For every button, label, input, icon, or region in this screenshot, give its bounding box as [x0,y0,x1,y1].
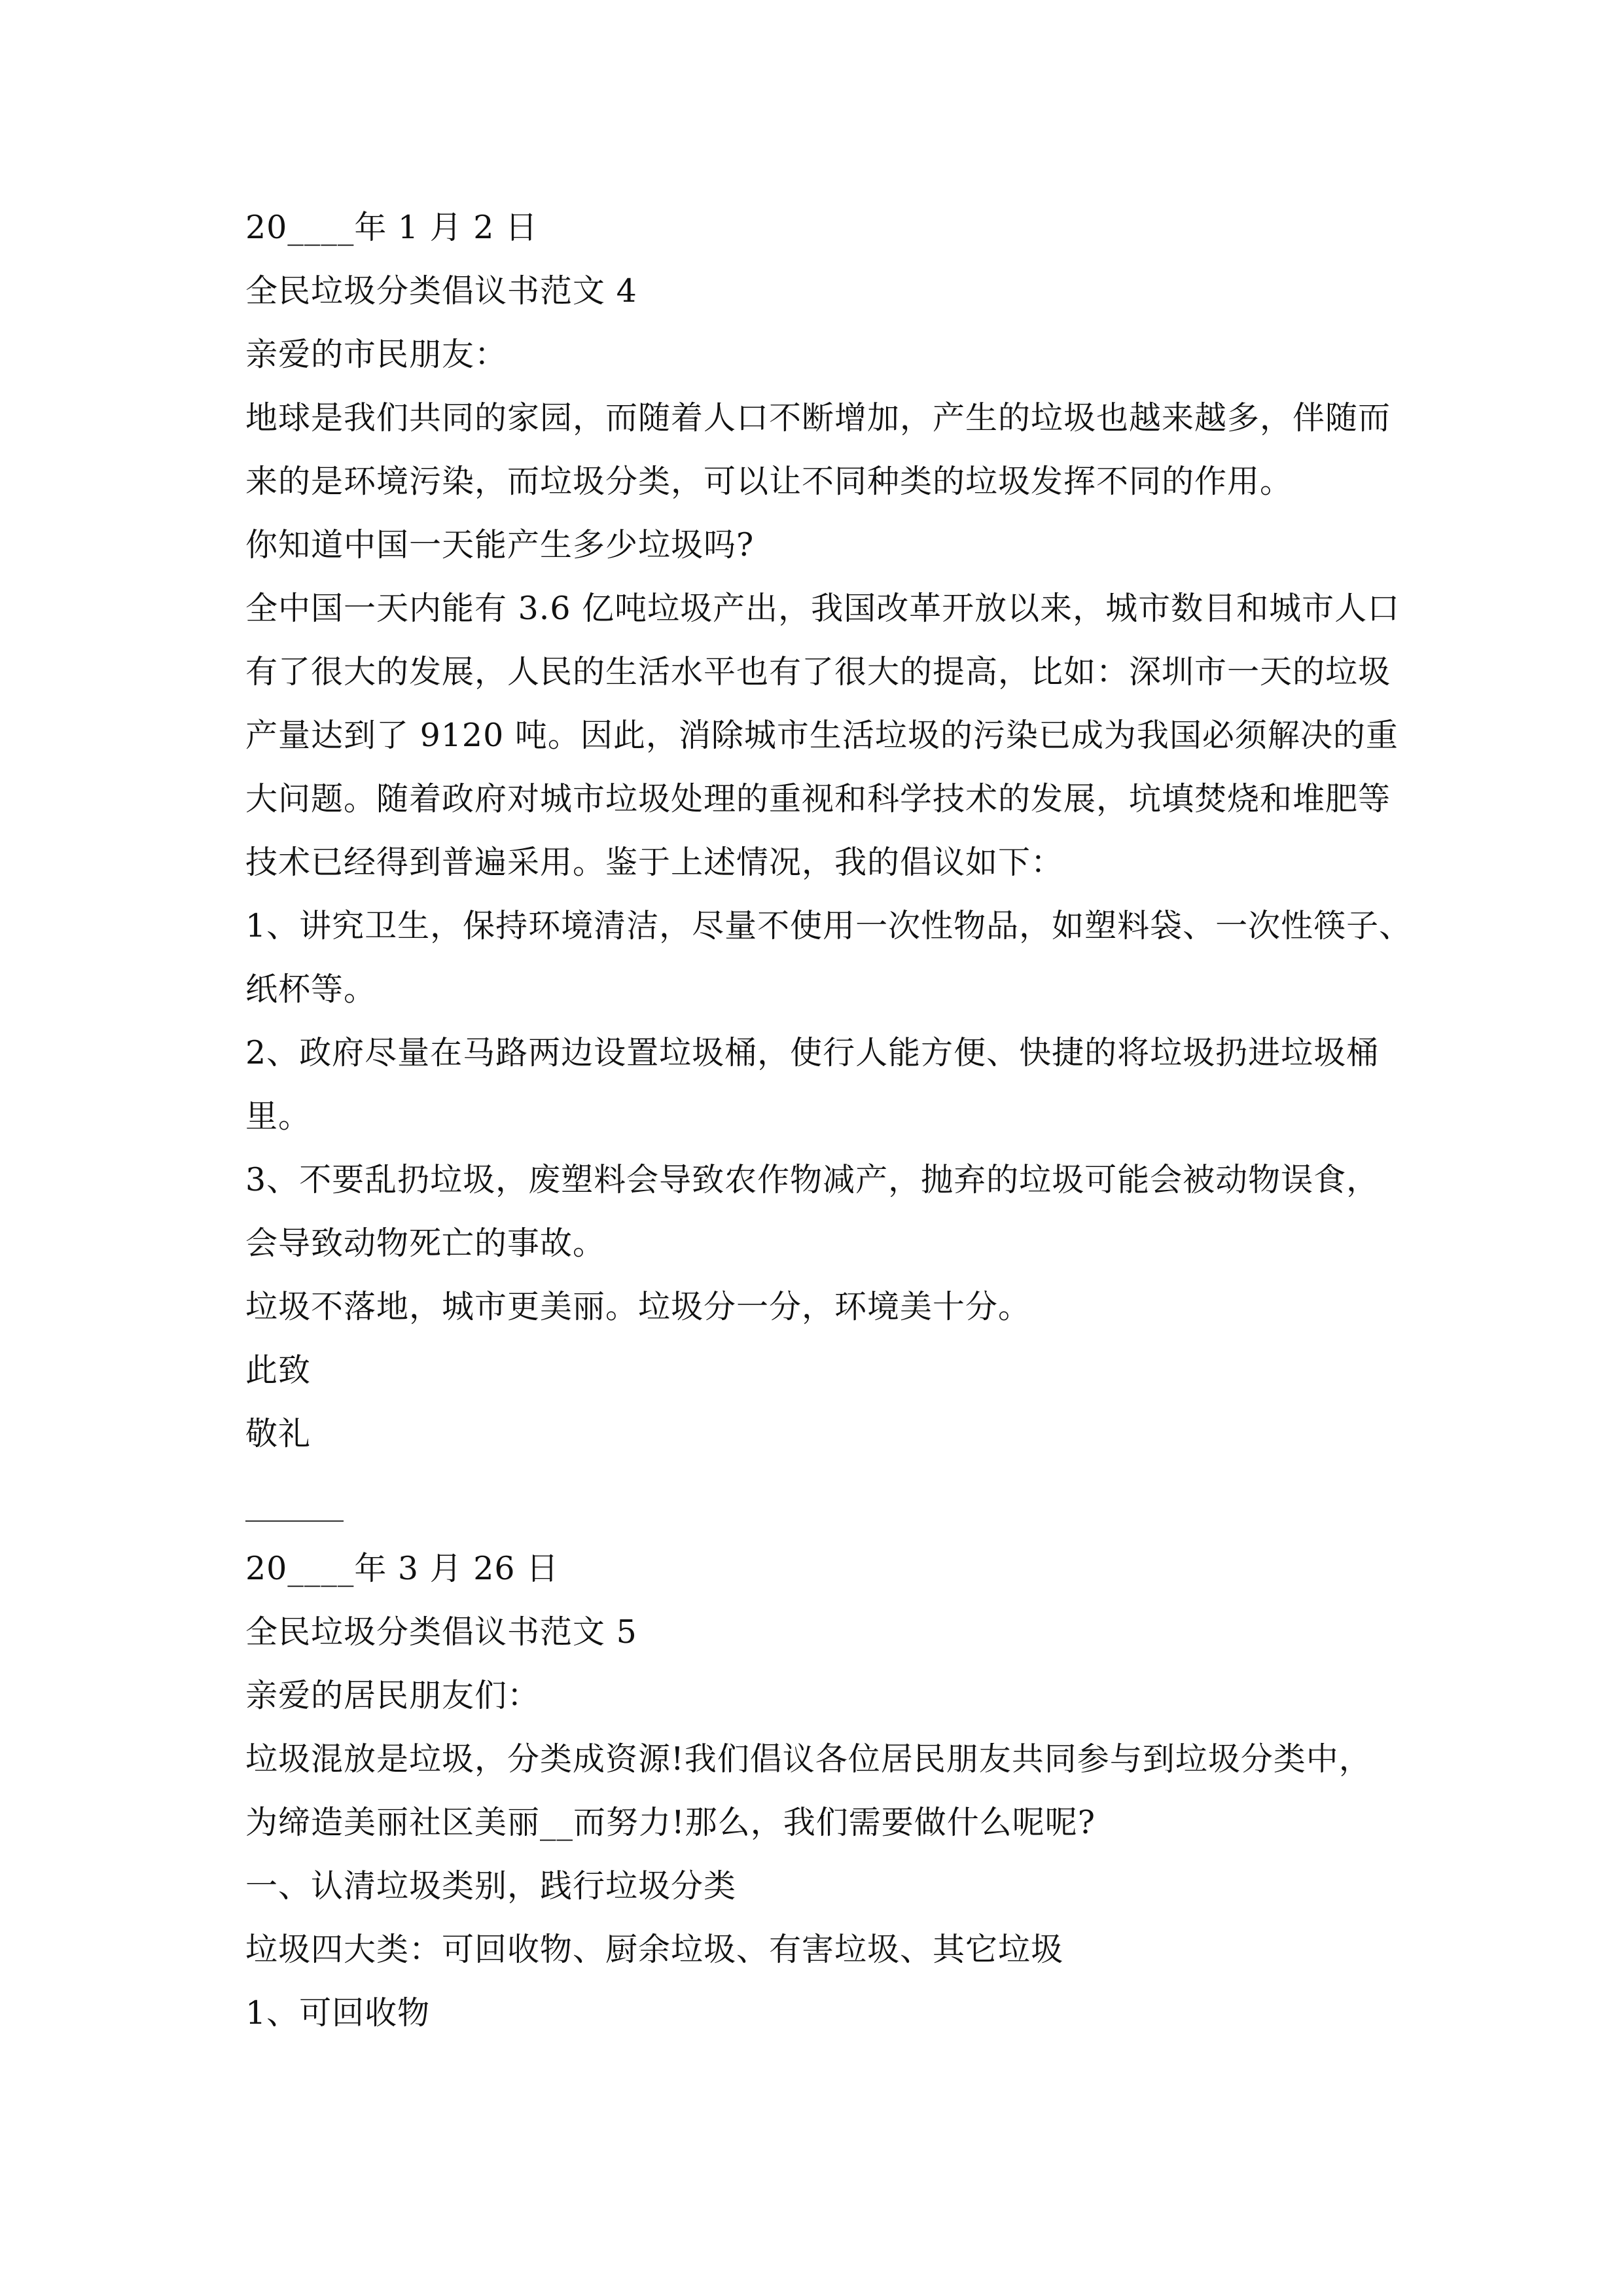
letter4-item3-line2: 会导致动物死亡的事故。 [245,1225,606,1262]
letter4-item2-line2: 里。 [245,1098,312,1135]
letter4-closing-2: 敬礼 [245,1415,312,1452]
letter4-item1-line1: 1、讲究卫生，保持环境清洁，尽量不使用一次性物品，如塑料袋、一次性筷子、 [245,907,1412,944]
letter4-title: 全民垃圾分类倡议书范文 4 [245,272,637,310]
letter4-item2-line1: 2、政府尽量在马路两边设置垃圾桶，使行人能方便、快捷的将垃圾扔进垃圾桶 [245,1034,1380,1071]
letter4-closing-1: 此致 [245,1352,312,1389]
letter5-categories: 垃圾四大类：可回收物、厨余垃圾、有害垃圾、其它垃圾 [245,1931,1064,1968]
letter4-para2-line4: 大问题。随着政府对城市垃圾处理的重视和科学技术的发展，坑填焚烧和堆肥等 [245,780,1391,817]
letter4-item1-line2: 纸杯等。 [245,971,377,1008]
letter4-slogan: 垃圾不落地，城市更美丽。垃圾分一分，环境美十分。 [245,1288,1031,1325]
letter4-para1-line2: 来的是环境污染，而垃圾分类，可以让不同种类的垃圾发挥不同的作用。 [245,463,1293,500]
letter5-subheading: 1、可回收物 [245,1994,431,2032]
letter4-para2-line5: 技术已经得到普遍采用。鉴于上述情况，我的倡议如下： [245,844,1064,881]
letter5-greeting: 亲爱的居民朋友们： [245,1677,541,1714]
letter4-para2-line2: 有了很大的发展，人民的生活水平也有了很大的提高，比如：深圳市一天的垃圾 [245,653,1391,691]
letter5-title: 全民垃圾分类倡议书范文 5 [245,1613,637,1651]
letter5-date: 20____年 3 月 26 日 [245,1550,560,1587]
letter4-greeting: 亲爱的市民朋友： [245,336,508,373]
letter4-para1-line1: 地球是我们共同的家园，而随着人口不断增加，产生的垃圾也越来越多，伴随而 [245,399,1391,437]
signature-line [245,1520,344,1522]
letter4-item3-line1: 3、不要乱扔垃圾，废塑料会导致农作物减产，抛弃的垃圾可能会被动物误食， [245,1161,1380,1198]
letter4-para2-line1: 全中国一天内能有 3.6 亿吨垃圾产出，我国改革开放以来，城市数目和城市人口 [245,590,1400,627]
letter4-question: 你知道中国一天能产生多少垃圾吗? [245,526,755,564]
letter5-section-heading: 一、认清垃圾类别，践行垃圾分类 [245,1867,737,1905]
letter4-date: 20____年 1 月 2 日 [245,209,539,246]
letter5-para1-line1: 垃圾混放是垃圾，分类成资源!我们倡议各位居民朋友共同参与到垃圾分类中， [245,1740,1372,1778]
letter4-para2-line3: 产量达到了 9120 吨。因此，消除城市生活垃圾的污染已成为我国必须解决的重 [245,717,1399,754]
letter5-para1-line2: 为缔造美丽社区美丽__而努力!那么，我们需要做什么呢呢? [245,1804,1096,1841]
